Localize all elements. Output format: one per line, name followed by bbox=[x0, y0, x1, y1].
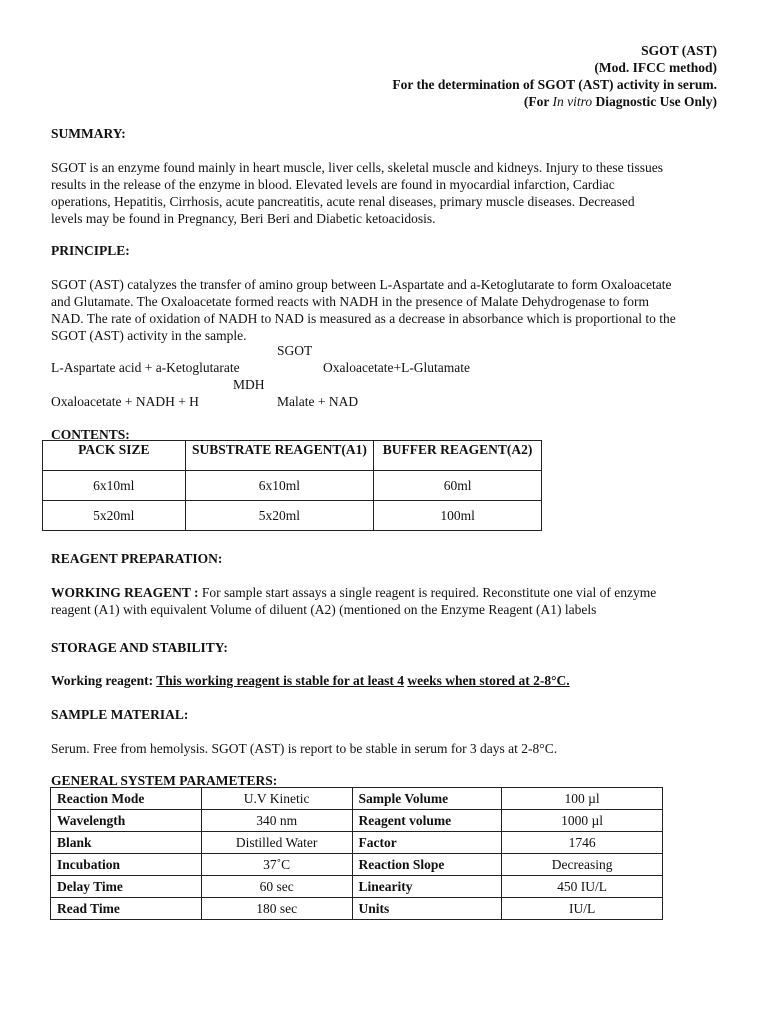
table-header-cell: BUFFER REAGENT(A2) bbox=[374, 441, 542, 471]
working-reagent-line bbox=[51, 584, 656, 601]
table-cell: 100ml bbox=[374, 501, 542, 531]
table-row bbox=[43, 501, 542, 531]
table-cell: 6x10ml bbox=[185, 471, 374, 501]
parameter-value: Distilled Water bbox=[201, 832, 352, 854]
sample-heading: SAMPLE MATERIAL: bbox=[51, 707, 189, 722]
reaction1-enzyme: SGOT bbox=[277, 343, 313, 358]
parameter-name: Reaction Slope bbox=[352, 854, 502, 876]
parameter-value: 1000 µl bbox=[502, 810, 663, 832]
parameter-name: Linearity bbox=[352, 876, 502, 898]
table-row bbox=[51, 810, 663, 832]
parameter-name: Reagent volume bbox=[352, 810, 502, 832]
table-row bbox=[43, 471, 542, 501]
parameter-value: U.V Kinetic bbox=[201, 788, 352, 810]
purpose-line: For the determination of SGOT (AST) activity in serum. bbox=[392, 77, 717, 92]
parameter-value: 37˚C bbox=[201, 854, 352, 876]
parameter-name: Sample Volume bbox=[352, 788, 502, 810]
parameter-name: Read Time bbox=[51, 898, 202, 920]
working-reagent-label: WORKING REAGENT : bbox=[51, 585, 199, 600]
sample-text: Serum. Free from hemolysis. SGOT (AST) is report to be stable in serum for 3 days at 2-8°C. bbox=[51, 741, 558, 756]
table-cell: 5x20ml bbox=[43, 501, 186, 531]
table-cell: 5x20ml bbox=[185, 501, 374, 531]
parameter-value: Decreasing bbox=[502, 854, 663, 876]
parameter-value: 180 sec bbox=[201, 898, 352, 920]
principle-line: SGOT (AST) catalyzes the transfer of amino group between L-Aspartate and a-Ketoglutarate to form Oxaloacetate bbox=[51, 277, 672, 292]
table-row bbox=[51, 898, 663, 920]
use-line bbox=[524, 93, 717, 110]
parameter-name: Incubation bbox=[51, 854, 202, 876]
use-line-post: Diagnostic Use Only) bbox=[592, 94, 717, 109]
summary-heading: SUMMARY: bbox=[51, 126, 126, 141]
principle-line: NAD. The rate of oxidation of NADH to NAD is measured as a decrease in absorbance which is proportional to the bbox=[51, 311, 676, 326]
parameter-value: 60 sec bbox=[201, 876, 352, 898]
use-line-italic: In vitro bbox=[552, 94, 593, 109]
table-cell: 6x10ml bbox=[43, 471, 186, 501]
storage-heading: STORAGE AND STABILITY: bbox=[51, 640, 228, 655]
parameter-value: 340 nm bbox=[201, 810, 352, 832]
table-header-row bbox=[43, 441, 542, 471]
table-row bbox=[51, 832, 663, 854]
working-reagent-text: For sample start assays a single reagent is required. Reconstitute one vial of enzyme bbox=[198, 585, 657, 600]
table-header-cell: SUBSTRATE REAGENT(A1) bbox=[185, 441, 374, 471]
storage-line bbox=[51, 672, 570, 689]
storage-text-part1: This working reagent is stable for at least 4 bbox=[156, 673, 405, 688]
use-line-pre: (For bbox=[523, 94, 553, 109]
method-line: (Mod. IFCC method) bbox=[594, 60, 717, 75]
reaction1-right: Oxaloacetate+L-Glutamate bbox=[323, 360, 471, 375]
parameters-table bbox=[50, 787, 663, 920]
parameter-name: Factor bbox=[352, 832, 502, 854]
parameter-value: IU/L bbox=[502, 898, 663, 920]
working-reagent-line2: reagent (A1) with equivalent Volume of diluent (A2) (mentioned on the Enzyme Reagent (A1) labels bbox=[51, 602, 597, 617]
table-row bbox=[51, 788, 663, 810]
reaction2-left: Oxaloacetate + NADH + H bbox=[51, 394, 199, 409]
reaction1-left: L-Aspartate acid + a-Ketoglutarate bbox=[51, 360, 240, 375]
principle-line: and Glutamate. The Oxaloacetate formed reacts with NADH in the presence of Malate Dehydrogenase to form bbox=[51, 294, 650, 309]
doc-title: SGOT (AST) bbox=[641, 43, 717, 58]
parameter-value: 450 IU/L bbox=[502, 876, 663, 898]
parameter-value: 100 µl bbox=[502, 788, 663, 810]
reagent-prep-heading: REAGENT PREPARATION: bbox=[51, 551, 223, 566]
parameter-name: Delay Time bbox=[51, 876, 202, 898]
table-header-cell: PACK SIZE bbox=[43, 441, 186, 471]
table-cell: 60ml bbox=[374, 471, 542, 501]
principle-heading: PRINCIPLE: bbox=[51, 243, 130, 258]
summary-line: levels may be found in Pregnancy, Beri Beri and Diabetic ketoacidosis. bbox=[51, 211, 436, 226]
summary-line: SGOT is an enzyme found mainly in heart muscle, liver cells, skeletal muscle and kidneys. Injury to these tissues bbox=[51, 160, 663, 175]
principle-line: SGOT (AST) activity in the sample. bbox=[51, 328, 247, 343]
parameter-name: Units bbox=[352, 898, 502, 920]
parameter-name: Reaction Mode bbox=[51, 788, 202, 810]
summary-line: results in the release of the enzyme in blood. Elevated levels are found in myocardial infarction, Cardiac bbox=[51, 177, 615, 192]
storage-label: Working reagent: bbox=[51, 673, 157, 688]
table-row bbox=[51, 854, 663, 876]
contents-heading: CONTENTS: bbox=[51, 427, 130, 442]
contents-table bbox=[42, 440, 542, 531]
parameter-name: Wavelength bbox=[51, 810, 202, 832]
summary-line: operations, Hepatitis, Cirrhosis, acute pancreatitis, acute renal diseases, primary muscle diseases. Decreased bbox=[51, 194, 635, 209]
parameter-name: Blank bbox=[51, 832, 202, 854]
storage-text-part2: weeks when stored at 2-8°C. bbox=[407, 673, 570, 688]
parameters-heading: GENERAL SYSTEM PARAMETERS: bbox=[51, 773, 278, 788]
parameter-value: 1746 bbox=[502, 832, 663, 854]
reaction2-right: Malate + NAD bbox=[277, 394, 359, 409]
reaction2-enzyme: MDH bbox=[233, 377, 265, 392]
table-row bbox=[51, 876, 663, 898]
